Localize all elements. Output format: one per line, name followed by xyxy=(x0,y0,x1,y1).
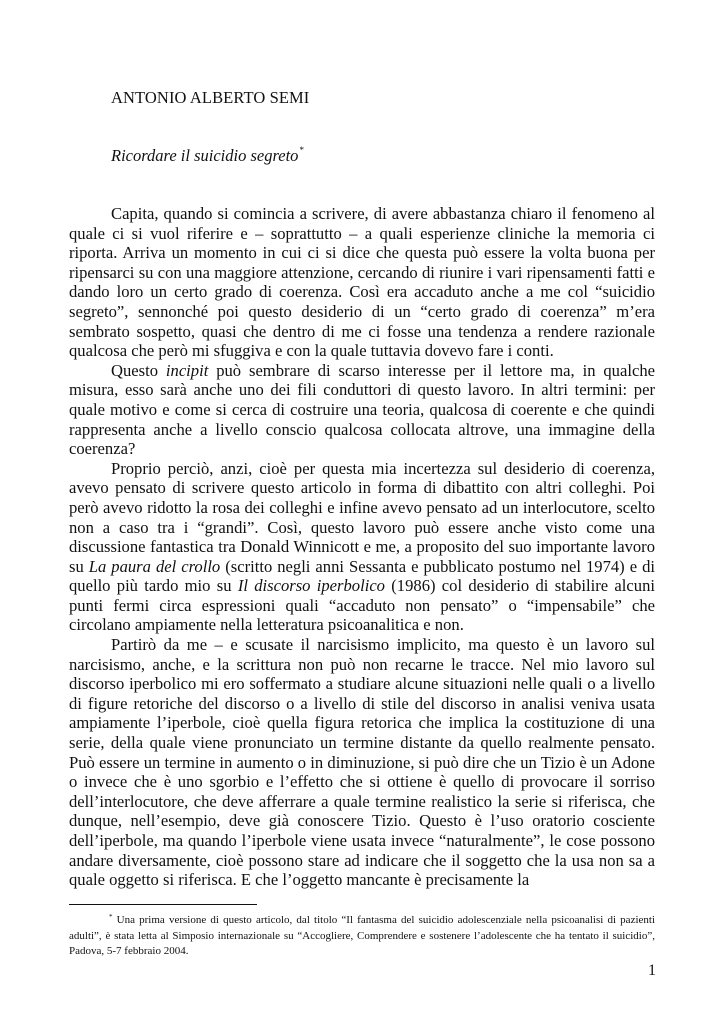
paragraph xyxy=(69,361,655,459)
paragraph-text: Capita, quando si comincia a scrivere, di avere abbastanza chiaro il fenomeno al quale ci si vuol riferire e – soprattutto – a quali esperienze cliniche la memoria ci riporta. Arriva un momento in cui ci si dice che questa può essere la volta buona per ripensarci su con una maggiore attenzione, cercando di riunire i vari ripensamenti fatti e dando loro un certo grado di coerenza. Così era accaduto anche a me col “suicidio segreto”, sennonché poi questo desiderio di un “certo grado di coerenza” m’era sembrato sospetto, quasi che dentro di me ci fosse una tendenza a rendere razionale qualcosa che però mi sfuggiva e con la quale tuttavia dovevo fare i conti. xyxy=(69,204,655,361)
paragraph xyxy=(69,635,655,890)
title-text: Ricordare il suicidio segreto xyxy=(111,146,299,165)
paragraph xyxy=(69,459,655,635)
paragraph xyxy=(69,204,655,361)
paragraph-text: (scritto negli anni Sessanta e pubblicato postumo nel 1974) e di quello più tardo mio su xyxy=(69,556,655,596)
paragraph-text: può sembrare di scarso interesse per il lettore ma, in qualche misura, esso sarà anche uno dei fili conduttori di questo lavoro. In altri termini: per quale motivo e come si cerca di costruire una teoria, qualcosa di coerente e che quindi rappresenta anche a livello conscio qualcosa collocata altrove, una immagine della coerenza? xyxy=(69,360,655,459)
article-body xyxy=(69,204,655,890)
title-footnote-mark: * xyxy=(299,145,304,155)
footnote-separator xyxy=(69,904,257,905)
paragraph-text: Proprio perciò, anzi, cioè per questa mia incertezza sul desiderio di coerenza, avevo pensato di scrivere questo articolo in forma di dibattito con altri colleghi. Poi però avevo ridotto la rosa dei colleghi e infine avevo pensato ad un interlocutore, scelto non a caso tra i “grandi”. Così, questo lavoro può essere anche visto come una discussione fantastica tra Donald Winnicott e me, a proposito del suo importante lavoro su xyxy=(69,458,655,576)
italic-text: La paura del crollo xyxy=(88,556,221,576)
footnote xyxy=(69,910,655,960)
page-number: 1 xyxy=(648,962,656,979)
paragraph-text: (1986) col desiderio di stabilire alcuni punti fermi circa espressioni quali “accaduto non pensato” o “impensabile” che circolano ampiamente nella letteratura psicoanalitica e non. xyxy=(69,576,655,635)
footnote-mark: * xyxy=(109,913,113,921)
paragraph-text: Partirò da me – e scusate il narcisismo implicito, ma questo è un lavoro sul narcisismo, anche, e la scrittura non può non recarne le tracce. Nel mio lavoro sul discorso iperbolico mi ero soffermato a studiare alcune situazioni nelle quali o a livello di figure retoriche del discorso o a livello di stile del discorso in analisi veniva usata ampiamente l’iperbole, cioè quella figura retorica che implica la costituzione di una serie, della quale viene pronunciato un termine distante da quello realmente pensato. Può essere un termine in aumento o in diminuzione, si può dire che un Tizio è un Adone o invece che è uno sgorbio e l’effetto che si ottiene è quello di provocare il sorriso dell’interlocutore, che deve afferrare a quale termine realistico la serie si riferisca, che dunque, nell’esempio, deve già conoscere Tizio. Questo è l’uso oratorio cosciente dell’iperbole, ma quando l’iperbole viene usata invece “naturalmente”, le cose possono andare diversamente, cioè possono stare ad indicare che il soggetto che la usa non sa a quale oggetto si riferisca. E che l’oggetto mancante è precisamente la xyxy=(69,635,655,890)
article-title xyxy=(111,145,304,166)
italic-text: incipit xyxy=(165,360,209,380)
author-name: ANTONIO ALBERTO SEMI xyxy=(111,88,310,107)
paragraph-text: Questo xyxy=(111,360,166,380)
italic-text: Il discorso iperbolico xyxy=(237,576,385,596)
footnote-text: Una prima versione di questo articolo, dal titolo “Il fantasma del suicidio adolescenziale nella psicoanalisi di pazienti adulti”, è stata letta al Simposio internazionale su “Accogliere, Comprendere e sostenere l’adolescente che ha tentato il suicidio”, Padova, 5-7 febbraio 2004. xyxy=(69,914,655,958)
